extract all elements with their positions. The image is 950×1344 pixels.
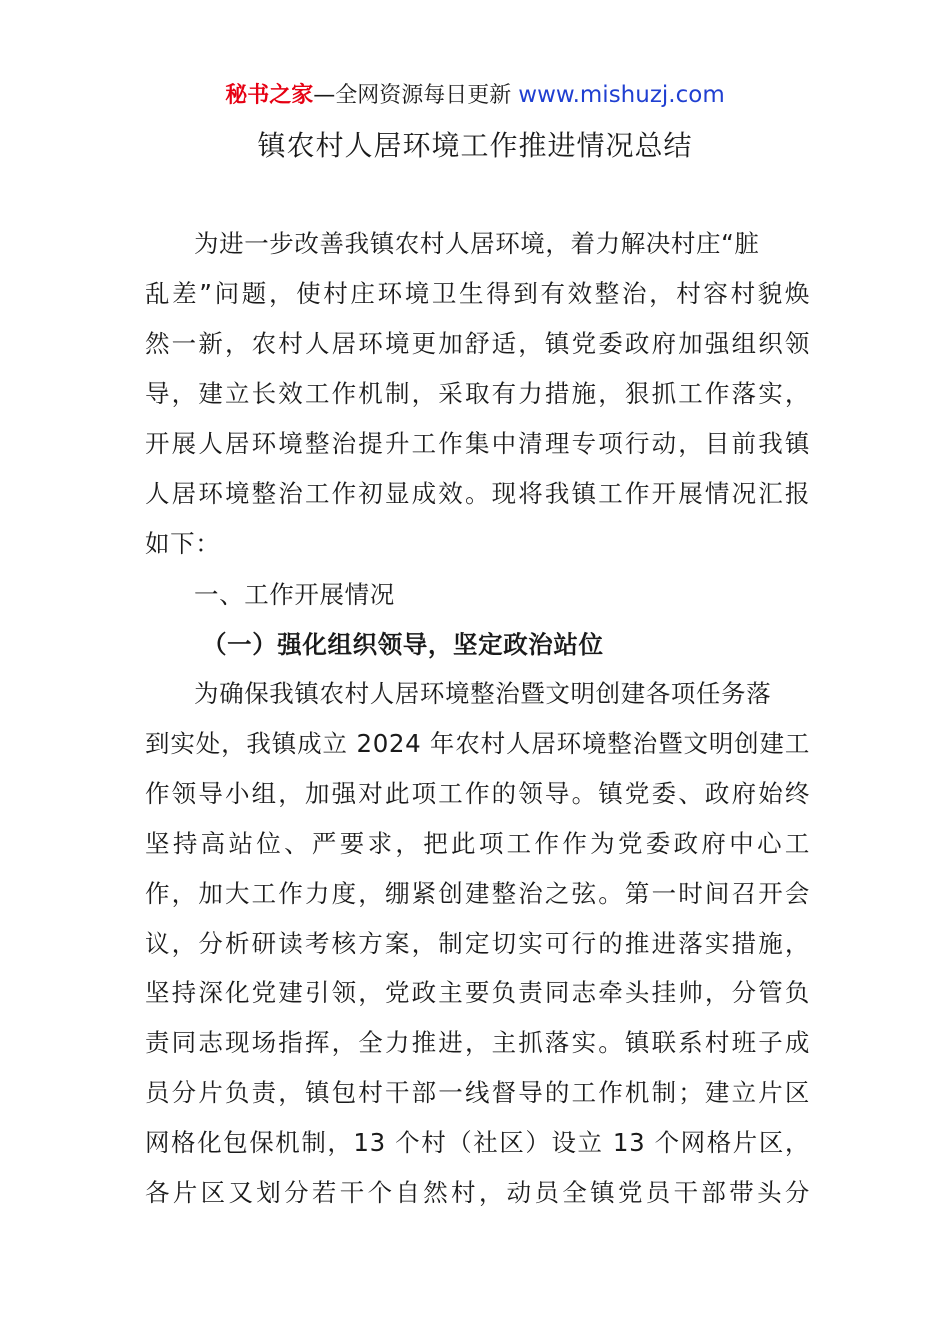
paragraph-line: 乱差”问题，使村庄环境卫生得到有效整治，村容村貌焕: [145, 279, 810, 308]
section-heading: 一、工作开展情况: [194, 580, 395, 609]
site-url-link[interactable]: www.mishuzj.com: [518, 82, 725, 108]
paragraph-line: 开展人居环境整治提升工作集中清理专项行动，目前我镇: [145, 429, 810, 458]
site-header: [0, 80, 950, 111]
paragraph-line: 人居环境整治工作初显成效。现将我镇工作开展情况汇报: [145, 479, 810, 508]
paragraph-line: 作领导小组，加强对此项工作的领导。镇党委、政府始终: [145, 779, 810, 808]
paragraph-line: 导，建立长效工作机制，采取有力措施，狠抓工作落实，: [145, 379, 810, 408]
paragraph-line: 议，分析研读考核方案，制定切实可行的推进落实措施，: [145, 929, 810, 958]
paragraph-line: 如下：: [145, 529, 221, 558]
paragraph-line: 坚持高站位、严要求，把此项工作作为党委政府中心工: [145, 829, 810, 858]
document-title: 镇农村人居环境工作推进情况总结: [257, 129, 693, 162]
paragraph-line: 各片区又划分若干个自然村，动员全镇党员干部带头分: [145, 1178, 810, 1207]
subsection-heading: （一）强化组织领导，坚定政治站位: [202, 630, 604, 659]
brand-name: 秘书之家: [225, 83, 314, 108]
paragraph-line: 责同志现场指挥，全力推进，主抓落实。镇联系村班子成: [145, 1028, 810, 1057]
paragraph-line: 网格化包保机制，13 个村（社区）设立 13 个网格片区，: [145, 1128, 810, 1157]
paragraph-line: 然一新，农村人居环境更加舒适，镇党委政府加强组织领: [145, 329, 810, 358]
header-tagline: —全网资源每日更新: [313, 83, 519, 108]
paragraph-line: 坚持深化党建引领，党政主要负责同志牵头挂帅，分管负: [145, 978, 810, 1007]
paragraph-line: 员分片负责，镇包村干部一线督导的工作机制；建立片区: [145, 1078, 810, 1107]
paragraph-line: 作，加大工作力度，绷紧创建整治之弦。第一时间召开会: [145, 879, 810, 908]
paragraph-line: 到实处，我镇成立 2024 年农村人居环境整治暨文明创建工: [145, 729, 810, 758]
paragraph-line: 为确保我镇农村人居环境整治暨文明创建各项任务落: [194, 679, 772, 708]
paragraph-line: 为进一步改善我镇农村人居环境，着力解决村庄“脏: [194, 229, 760, 258]
